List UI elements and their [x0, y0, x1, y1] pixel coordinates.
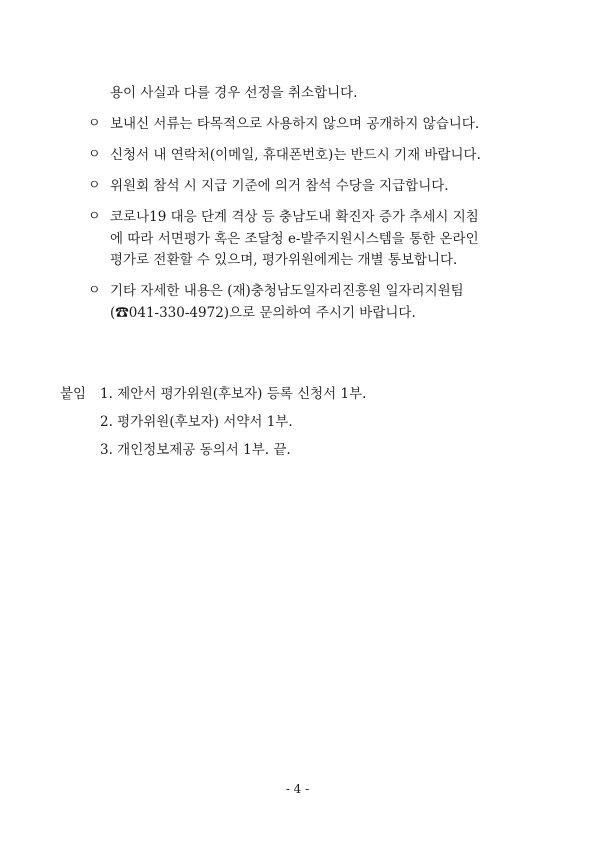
bullet-text: (☎041-330-4972)으로 문의하여 주시기 바랍니다. — [110, 305, 416, 321]
bullet-text: 보내신 서류는 타목적으로 사용하지 않으며 공개하지 않습니다. — [110, 116, 480, 132]
attachment-item: 1. 제안서 평가위원(후보자) 등록 신청서 1부. — [100, 386, 367, 402]
bullet-text: 평가로 전환할 수 있으며, 평가위원에게는 개별 통보합니다. — [110, 252, 458, 268]
attachment-item: 2. 평가위원(후보자) 서약서 1부. — [100, 414, 293, 430]
bullet-marker: ㅇ — [88, 209, 101, 224]
bullet-text: 에 따라 서면평가 혹은 조달청 e-발주지원시스템을 통한 온라인 — [110, 231, 479, 247]
bullet-text: 위원회 참석 시 지급 기준에 의거 참석 수당을 지급합니다. — [110, 178, 449, 194]
bullet-text: 코로나19 대응 단계 격상 등 충남도내 확진자 증가 추세시 지침 — [110, 209, 479, 225]
bullet-marker: ㅇ — [88, 116, 101, 131]
page-number: - 4 - — [285, 782, 310, 796]
bullet-marker: ㅇ — [88, 283, 101, 298]
bullet-marker: ㅇ — [88, 178, 101, 193]
attachment-label: 붙임 — [60, 386, 87, 402]
continuation-text: 용이 사실과 다를 경우 선정을 취소합니다. — [110, 85, 358, 101]
bullet-text: 신청서 내 연락처(이메일, 휴대폰번호)는 반드시 기재 바랍니다. — [110, 147, 481, 163]
bullet-text: 기타 자세한 내용은 (재)충청남도일자리진흥원 일자리지원팀 — [110, 283, 464, 299]
attachment-item: 3. 개인정보제공 동의서 1부. 끝. — [100, 442, 291, 458]
bullet-marker: ㅇ — [88, 147, 101, 162]
